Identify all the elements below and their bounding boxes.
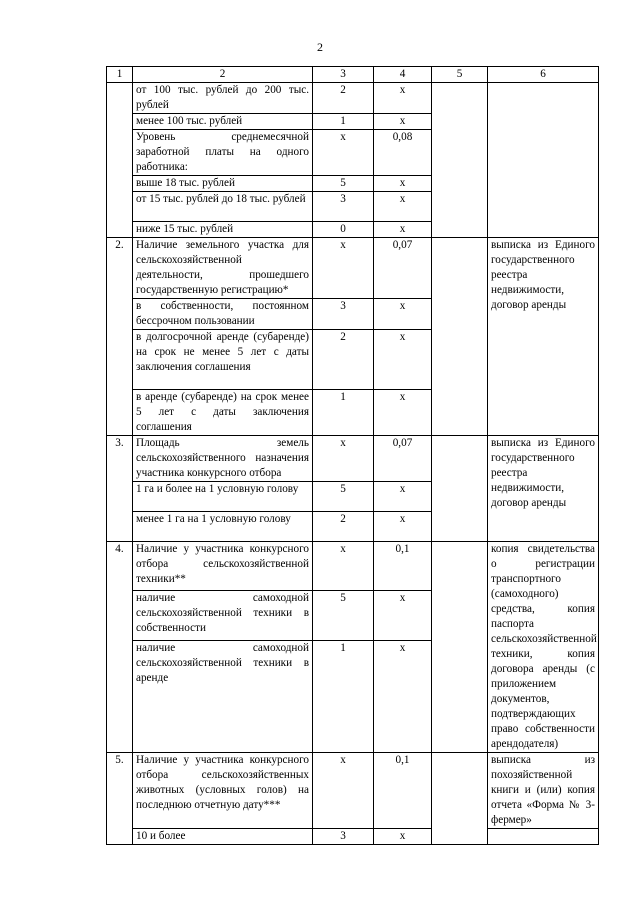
cell-criterion: от 100 тыс. рублей до 200 тыс. рублей	[133, 83, 313, 114]
cell-criterion: Наличие земельного участка для сельскохозяйственной деятельности, прошедшего государственную регистрацию*	[133, 238, 313, 299]
cell-criterion: Уровень среднемесячной заработной платы на одного работника:	[133, 130, 313, 176]
cell-col5	[432, 542, 488, 753]
table-header-row	[107, 67, 599, 83]
cell-score: 1	[313, 114, 374, 130]
header-cell: 2	[133, 67, 313, 83]
table-row	[107, 542, 599, 591]
cell-weight: х	[374, 83, 432, 114]
cell-weight: х	[374, 192, 432, 222]
cell-criterion: наличие самоходной сельскохозяйственной техники в собственности	[133, 591, 313, 640]
cell-score: х	[313, 238, 374, 299]
cell-documents	[488, 83, 599, 238]
table-row	[107, 436, 599, 482]
cell-weight: х	[374, 591, 432, 640]
table-row	[107, 238, 599, 299]
criteria-table	[106, 66, 599, 845]
cell-score: 5	[313, 176, 374, 192]
header-cell: 6	[488, 67, 599, 83]
cell-score: х	[313, 542, 374, 591]
cell-weight: х	[374, 829, 432, 845]
cell-criterion: от 15 тыс. рублей до 18 тыс. рублей	[133, 192, 313, 222]
cell-weight: х	[374, 640, 432, 752]
cell-score: 1	[313, 640, 374, 752]
cell-criterion: в собственности, постоянном бессрочном пользовании	[133, 299, 313, 330]
cell-weight: х	[374, 299, 432, 330]
cell-weight: 0,1	[374, 542, 432, 591]
cell-score: 2	[313, 83, 374, 114]
table-row	[107, 83, 599, 114]
page-number: 2	[317, 40, 323, 54]
cell-criterion: в аренде (субаренде) на срок менее 5 лет с даты заключения соглашения	[133, 390, 313, 436]
cell-criterion: наличие самоходной сельскохозяйственной техники в аренде	[133, 640, 313, 752]
cell-criterion: ниже 15 тыс. рублей	[133, 222, 313, 238]
cell-score: х	[313, 130, 374, 176]
cell-criterion: 1 га и более на 1 условную голову	[133, 482, 313, 512]
cell-criterion: Наличие у участника конкурсного отбора сельскохозяйственных животных (условных голов) на последнюю отчетную дату***	[133, 753, 313, 829]
cell-weight: х	[374, 390, 432, 436]
cell-weight: 0,07	[374, 238, 432, 299]
cell-score: 0	[313, 222, 374, 238]
cell-number	[107, 83, 133, 238]
table-row	[107, 829, 599, 845]
cell-criterion: менее 1 га на 1 условную голову	[133, 512, 313, 542]
cell-criterion: 10 и более	[133, 829, 313, 845]
cell-score: х	[313, 436, 374, 482]
cell-documents: копия свидетельства о регистрации транспортного (самоходного) средства, копия паспорта сельскохозяйственной техники, копия договора аренды (с приложением документов, подтверждающих право собственности арендодателя)	[488, 542, 599, 753]
cell-score: 3	[313, 299, 374, 330]
cell-weight: 0,1	[374, 753, 432, 829]
cell-number: 3.	[107, 436, 133, 542]
cell-weight: 0,08	[374, 130, 432, 176]
cell-documents: выписка из Единого государственного реестра недвижимости, договор аренды	[488, 436, 599, 542]
cell-criterion: Площадь земель сельскохозяйственного назначения участника конкурсного отбора	[133, 436, 313, 482]
cell-weight: х	[374, 176, 432, 192]
header-cell: 5	[432, 67, 488, 83]
cell-number: 2.	[107, 238, 133, 436]
cell-weight: х	[374, 482, 432, 512]
cell-criterion: выше 18 тыс. рублей	[133, 176, 313, 192]
header-cell: 3	[313, 67, 374, 83]
cell-documents: выписка из Единого государственного реестра недвижимости, договор аренды	[488, 238, 599, 436]
cell-weight: х	[374, 512, 432, 542]
cell-score: х	[313, 753, 374, 829]
cell-col5	[432, 753, 488, 845]
cell-col5	[432, 238, 488, 436]
cell-documents: выписка из похозяйственной книги и (или) копия отчета «Форма № 3-фермер»	[488, 753, 599, 829]
cell-criterion: менее 100 тыс. рублей	[133, 114, 313, 130]
cell-col5	[432, 436, 488, 542]
cell-criterion: Наличие у участника конкурсного отбора сельскохозяйственной техники**	[133, 542, 313, 591]
cell-number: 5.	[107, 753, 133, 845]
cell-score: 3	[313, 829, 374, 845]
cell-number: 4.	[107, 542, 133, 753]
table-row	[107, 753, 599, 829]
cell-weight: х	[374, 114, 432, 130]
header-cell: 1	[107, 67, 133, 83]
cell-documents	[488, 829, 599, 845]
cell-criterion: в долгосрочной аренде (субаренде) на срок не менее 5 лет с даты заключения соглашения	[133, 330, 313, 390]
cell-score: 2	[313, 512, 374, 542]
cell-col5	[432, 83, 488, 238]
cell-score: 3	[313, 192, 374, 222]
cell-weight: х	[374, 330, 432, 390]
cell-score: 2	[313, 330, 374, 390]
header-cell: 4	[374, 67, 432, 83]
cell-score: 5	[313, 591, 374, 640]
cell-weight: 0,07	[374, 436, 432, 482]
cell-score: 1	[313, 390, 374, 436]
cell-weight: х	[374, 222, 432, 238]
cell-score: 5	[313, 482, 374, 512]
